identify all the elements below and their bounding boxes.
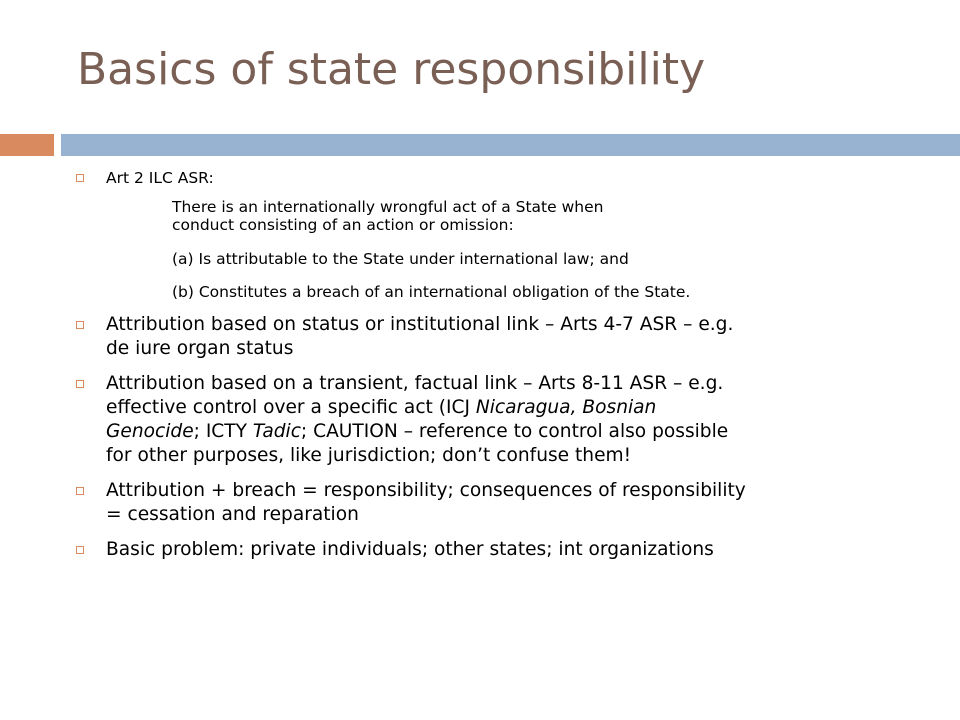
square-bullet-icon [76,174,84,182]
quote-intro-line: conduct consisting of an action or omission: [172,216,514,234]
bullet-text: Art 2 ILC ASR: [106,169,214,187]
bullet-line: for other purposes, like jurisdiction; don’t confuse them! [106,445,632,466]
bullet-text: ; CAUTION – reference to control also possible [300,421,729,442]
slide-body [76,168,916,573]
bullet-line: Basic problem: private individuals; other states; int organizations [106,539,714,560]
case-name: Genocide [106,421,194,442]
bullet-line: Attribution based on status or institutional link – Arts 4-7 ASR – e.g. [106,314,734,335]
case-name: Nicaragua, Bosnian [475,397,657,418]
square-bullet-icon [76,487,84,495]
case-name: Tadic [252,421,301,442]
square-bullet-icon [76,380,84,388]
bullet-item-factual-link [76,372,916,468]
article-quote [76,198,916,302]
quote-point-b: (b) Constitutes a breach of an international obligation of the State. [172,283,691,301]
bullet-item-responsibility [76,479,916,527]
quote-intro-line: There is an internationally wrongful act of a State when [172,198,604,216]
bullet-line [106,420,916,444]
quote-point-a: (a) Is attributable to the State under international law; and [172,250,629,268]
bullet-item-basic-problem [76,538,916,562]
bullet-text: effective control over a specific act (ICJ [106,397,476,418]
bullet-line: Attribution based on a transient, factual link – Arts 8-11 ASR – e.g. [106,373,724,394]
bullet-item-art-2 [76,168,916,188]
quote-intro [172,198,916,234]
accent-bar-left [0,134,54,156]
bullet-text: ; ICTY [193,421,253,442]
bullet-item-institutional-link [76,313,916,361]
bullet-line [106,396,916,420]
square-bullet-icon [76,546,84,554]
bullet-line: Attribution + breach = responsibility; consequences of responsibility [106,480,746,501]
accent-bar-right [61,134,960,156]
bullet-line: de iure organ status [106,338,294,359]
square-bullet-icon [76,321,84,329]
bullet-line: = cessation and reparation [106,504,359,525]
slide-title: Basics of state responsibility [77,44,706,95]
